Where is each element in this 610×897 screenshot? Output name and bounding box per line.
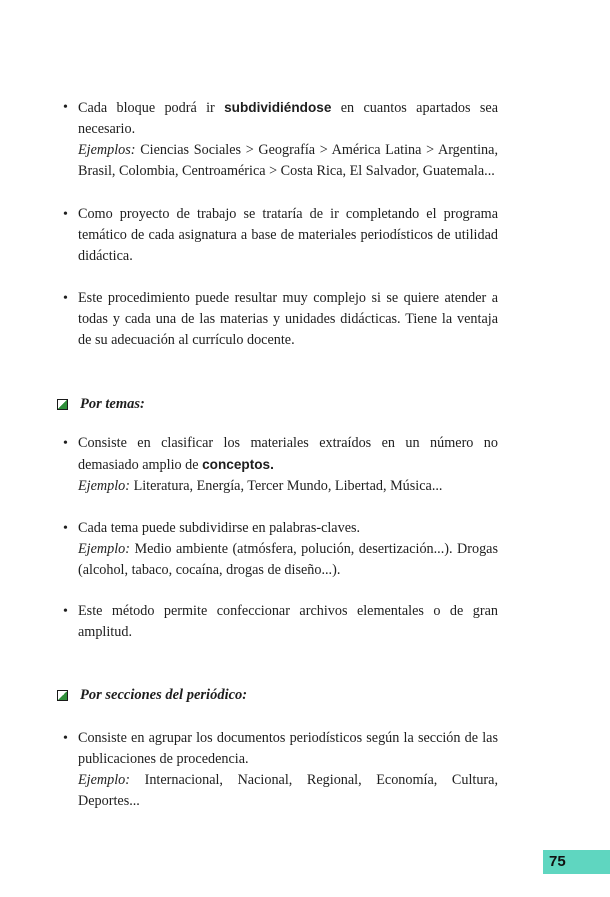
example-line: Ejemplo: Medio ambiente (atmósfera, polución, desertización...). Drogas (alcohol, tabaco, cocaína, drogas de diseño...). (78, 541, 498, 578)
bullet-dot: • (63, 436, 68, 451)
example-line: Ejemplos: Ciencias Sociales > Geografía > América Latina > Argentina, Brasil, Colombia, Centroamérica > Costa Rica, El Salvador, Guatemala... (78, 142, 498, 179)
bullet-dot: • (63, 521, 68, 536)
example-line: Ejemplo: Literatura, Energía, Tercer Mundo, Libertad, Música... (78, 478, 443, 494)
bullet-text: Como proyecto de trabajo se trataría de ir completando el programa temático de cada asignatura a base de materiales periodísticos de utilidad didáctica. (78, 206, 498, 264)
bullet-metodo (63, 601, 498, 643)
bullet-text: Cada tema puede subdividirse en palabras-claves. (78, 520, 361, 536)
bullet-palabras-claves (63, 518, 498, 581)
bullet-conceptos (63, 433, 498, 497)
bullet-dot: • (63, 291, 68, 306)
bullet-text: Cada bloque podrá ir subdividiéndose en cuantos apartados sea necesario. (78, 100, 498, 137)
section-marker-icon (57, 399, 68, 410)
page-number: 75 (543, 850, 610, 874)
bullet-dot: • (63, 731, 68, 746)
bullet-dot: • (63, 207, 68, 222)
section-marker-icon (57, 690, 68, 701)
bullet-subdivision (63, 97, 498, 182)
bullet-procedimiento (63, 288, 498, 351)
bullet-text: Consiste en clasificar los materiales extraídos en un número no demasiado amplio de conceptos. (78, 435, 498, 473)
bullet-dot: • (63, 100, 68, 115)
bullet-text: Este método permite confeccionar archivos elementales o de gran amplitud. (78, 603, 498, 640)
bullet-text: Este procedimiento puede resultar muy complejo si se quiere atender a todas y cada una de las materias y unidades didácticas. Tiene la ventaja de su adecuación al currículo docente. (78, 290, 498, 348)
section-heading-temas: Por temas: (57, 396, 145, 413)
bullet-secciones (63, 728, 498, 812)
bullet-text: Consiste en agrupar los documentos periodísticos según la sección de las publicaciones de procedencia. (78, 730, 498, 767)
bullet-dot: • (63, 604, 68, 619)
section-heading-secciones: Por secciones del periódico: (57, 687, 247, 704)
bullet-proyecto (63, 204, 498, 267)
example-line: Ejemplo: Internacional, Nacional, Regional, Economía, Cultura, Deportes... (78, 772, 498, 809)
